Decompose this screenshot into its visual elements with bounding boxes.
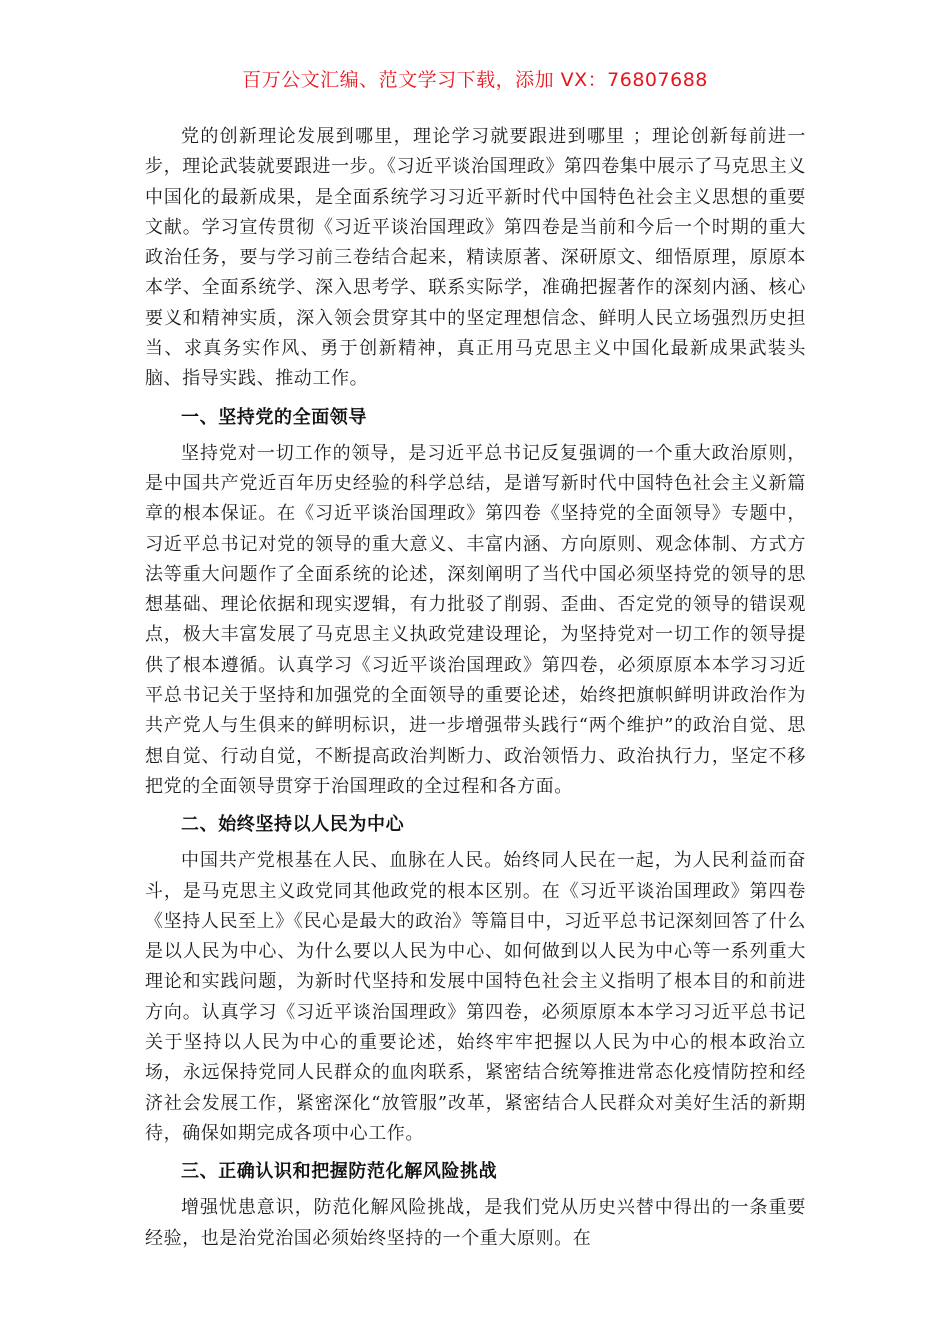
section-paragraph-2: 中国共产党根基在人民、血脉在人民。始终同人民在一起，为人民利益而奋斗，是马克思主义政党同其他政党的根本区别。在《习近平谈治国理政》第四卷《坚持人民至上》《民心是最大的政治》等篇目中，习近平总书记深刻回答了什么是以人民为中心、为什么要以人民为中心、如何做到以人民为中心等一系列重大理论和实践问题，为新时代坚持和发展中国特色社会主义指明了根本目的和前进方向。认真学习《习近平谈治国理政》第四卷，必须原原本本学习习近平总书记关于坚持以人民为中心的重要论述，始终牢牢把握以人民为中心的根本政治立场，永远保持党同人民群众的血肉联系，紧密结合统筹推进常态化疫情防控和经济社会发展工作，紧密深化“放管服”改革，紧密结合人民群众对美好生活的新期待，确保如期完成各项中心工作。 xyxy=(145,850,806,1144)
section-heading-2: 二、始终坚持以人民为中心 xyxy=(181,814,405,836)
section-heading-3: 三、正确认识和把握防范化解风险挑战 xyxy=(181,1161,498,1183)
document-body xyxy=(145,122,806,1254)
section-paragraph-1: 坚持党对一切工作的领导，是习近平总书记反复强调的一个重大政治原则，是中国共产党近百年历史经验的科学总结，是谱写新时代中国特色社会主义新篇章的根本保证。在《习近平谈治国理政》第四卷《坚持党的全面领导》专题中，习近平总书记对党的领导的重大意义、丰富内涵、方向原则、观念体制、方式方法等重大问题作了全面系统的论述，深刻阐明了当代中国必须坚持党的领导的思想基础、理论依据和现实逻辑，有力批驳了削弱、歪曲、否定党的领导的错误观点，极大丰富发展了马克思主义执政党建设理论，为坚持党对一切工作的领导提供了根本遵循。认真学习《习近平谈治国理政》第四卷，必须原原本本学习习近平总书记关于坚持和加强党的全面领导的重要论述，始终把旗帜鲜明讲政治作为共产党人与生俱来的鲜明标识，进一步增强带头践行“两个维护”的政治自觉、思想自觉、行动自觉，不断提高政治判断力、政治领悟力、政治执行力，坚定不移把党的全面领导贯穿于治国理政的全过程和各方面。 xyxy=(145,442,806,797)
section-paragraph-3: 增强忧患意识，防范化解风险挑战，是我们党从历史兴替中得出的一条重要经验，也是治党治国必须始终坚持的一个重大原则。在 xyxy=(145,1197,806,1249)
section-heading-1: 一、坚持党的全面领导 xyxy=(181,406,367,428)
intro-paragraph: 党的创新理论发展到哪里，理论学习就要跟进到哪里 ；理论创新每前进一步，理论武装就要跟进一步。《习近平谈治国理政》第四卷集中展示了马克思主义中国化的最新成果，是全面系统学习习近平新时代中国特色社会主义思想的重要文献。学习宣传贯彻《习近平谈治国理政》第四卷是当前和今后一个时期的重大政治任务，要与学习前三卷结合起来，精读原著、深研原文、细悟原理，原原本本学、全面系统学、深入思考学、联系实际学，准确把握著作的深刻内涵、核心要义和精神实质，深入领会贯穿其中的坚定理想信念、鲜明人民立场强烈历史担当、求真务实作风、勇于创新精神，真正用马克思主义中国化最新成果武装头脑、指导实践、推动工作。 xyxy=(145,126,806,390)
promo-banner: 百万公文汇编、范文学习下载，添加 VX：76807688 xyxy=(242,69,708,91)
